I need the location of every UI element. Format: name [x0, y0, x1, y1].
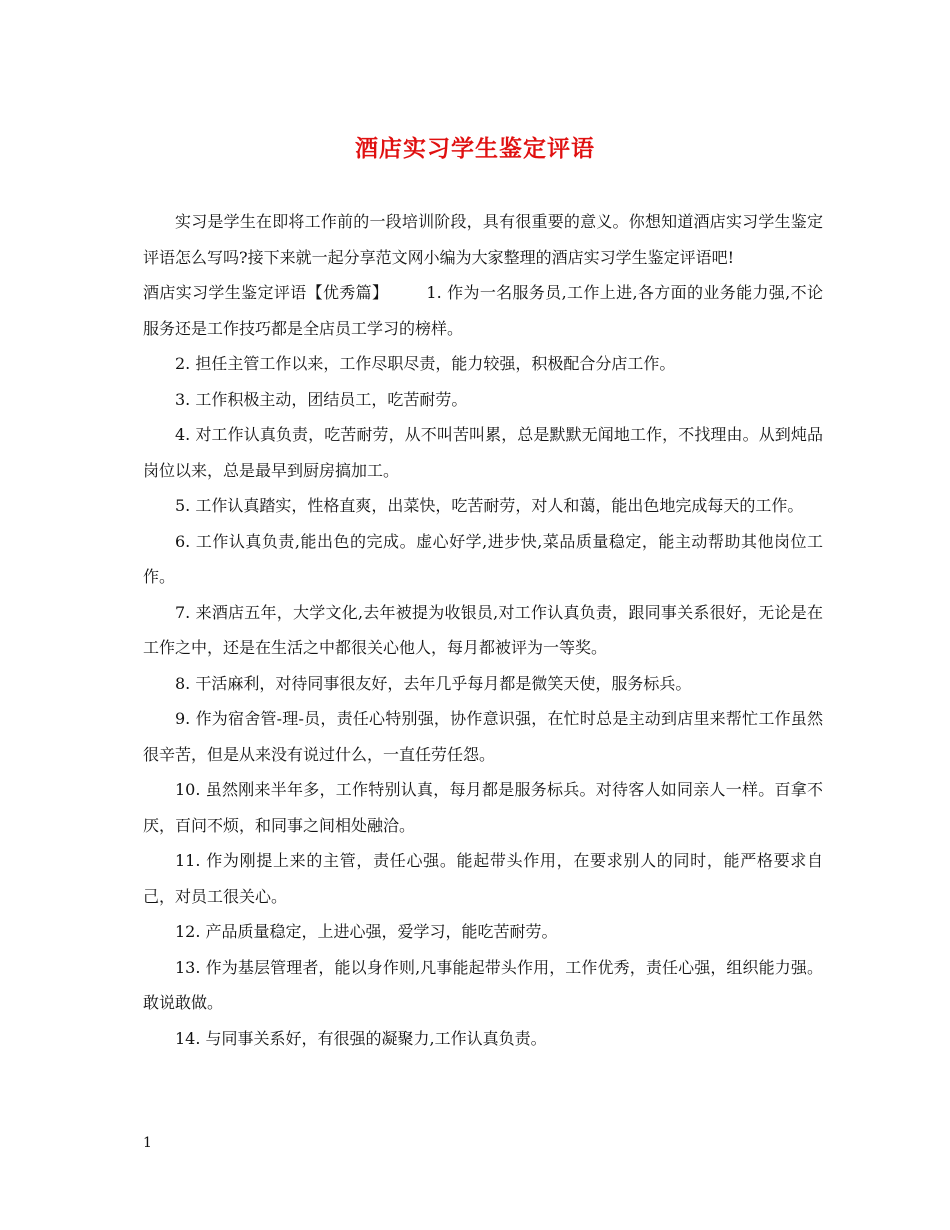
list-item-2: 2. 担任主管工作以来，工作尽职尽责，能力较强，积极配合分店工作。 [175, 354, 676, 373]
page-number: 1 [143, 1135, 152, 1151]
intro-paragraph: 实习是学生在即将工作前的一段培训阶段，具有很重要的意义。你想知道酒店实习学生鉴定评语怎么写吗?接下来就一起分享范文网小编为大家整理的酒店实习学生鉴定评语吧! [143, 212, 823, 267]
list-item-10: 10. 虽然刚来半年多，工作特别认真，每月都是服务标兵。对待客人如同亲人一样。百拿不厌，百问不烦，和同事之间相处融洽。 [143, 780, 823, 835]
list-item-13: 13. 作为基层管理者，能以身作则,凡事能起带头作用，工作优秀，责任心强，组织能力强。敢说敢做。 [143, 957, 823, 1012]
list-item-11: 11. 作为刚提上来的主管，责任心强。能起带头作用，在要求别人的同时，能严格要求自己，对员工很关心。 [143, 851, 823, 906]
list-item-7: 7. 来酒店五年，大学文化,去年被提为收银员,对工作认真负责，跟同事关系很好，无论是在工作之中，还是在生活之中都很关心他人，每月都被评为一等奖。 [143, 602, 823, 657]
list-item-1: 1. 作为一名服务员,工作上进,各方面的业务能力强,不论服务还是工作技巧都是全店员工学习的榜样。 [143, 283, 823, 338]
document-body [143, 204, 823, 1056]
document-title: 酒店实习学生鉴定评语 [355, 135, 595, 162]
list-item-9: 9. 作为宿舍管-理-员，责任心特别强，协作意识强，在忙时总是主动到店里来帮忙工作虽然很辛苦，但是从来没有说过什么，一直任劳任怨。 [143, 709, 823, 764]
list-item-8: 8. 干活麻利，对待同事很友好，去年几乎每月都是微笑天使，服务标兵。 [175, 673, 692, 693]
section-paragraph [143, 275, 823, 346]
list-item-5: 5. 工作认真踏实，性格直爽，出菜快，吃苦耐劳，对人和蔼，能出色地完成每天的工作。 [175, 496, 804, 515]
list-item-14: 14. 与同事关系好，有很强的凝聚力,工作认真负责。 [175, 1028, 547, 1048]
list-item-3: 3. 工作积极主动，团结员工，吃苦耐劳。 [175, 389, 468, 409]
list-item-4: 4. 对工作认真负责，吃苦耐劳，从不叫苦叫累，总是默默无闻地工作，不找理由。从到炖品岗位以来，总是最早到厨房搞加工。 [143, 425, 823, 480]
list-item-12: 12. 产品质量稳定，上进心强，爱学习，能吃苦耐劳。 [175, 922, 558, 941]
section-heading: 酒店实习学生鉴定评语【优秀篇】 [143, 283, 389, 302]
list-item-6: 6. 工作认真负责,能出色的完成。虚心好学,进步快,菜品质量稳定，能主动帮助其他岗位工作。 [143, 531, 823, 586]
